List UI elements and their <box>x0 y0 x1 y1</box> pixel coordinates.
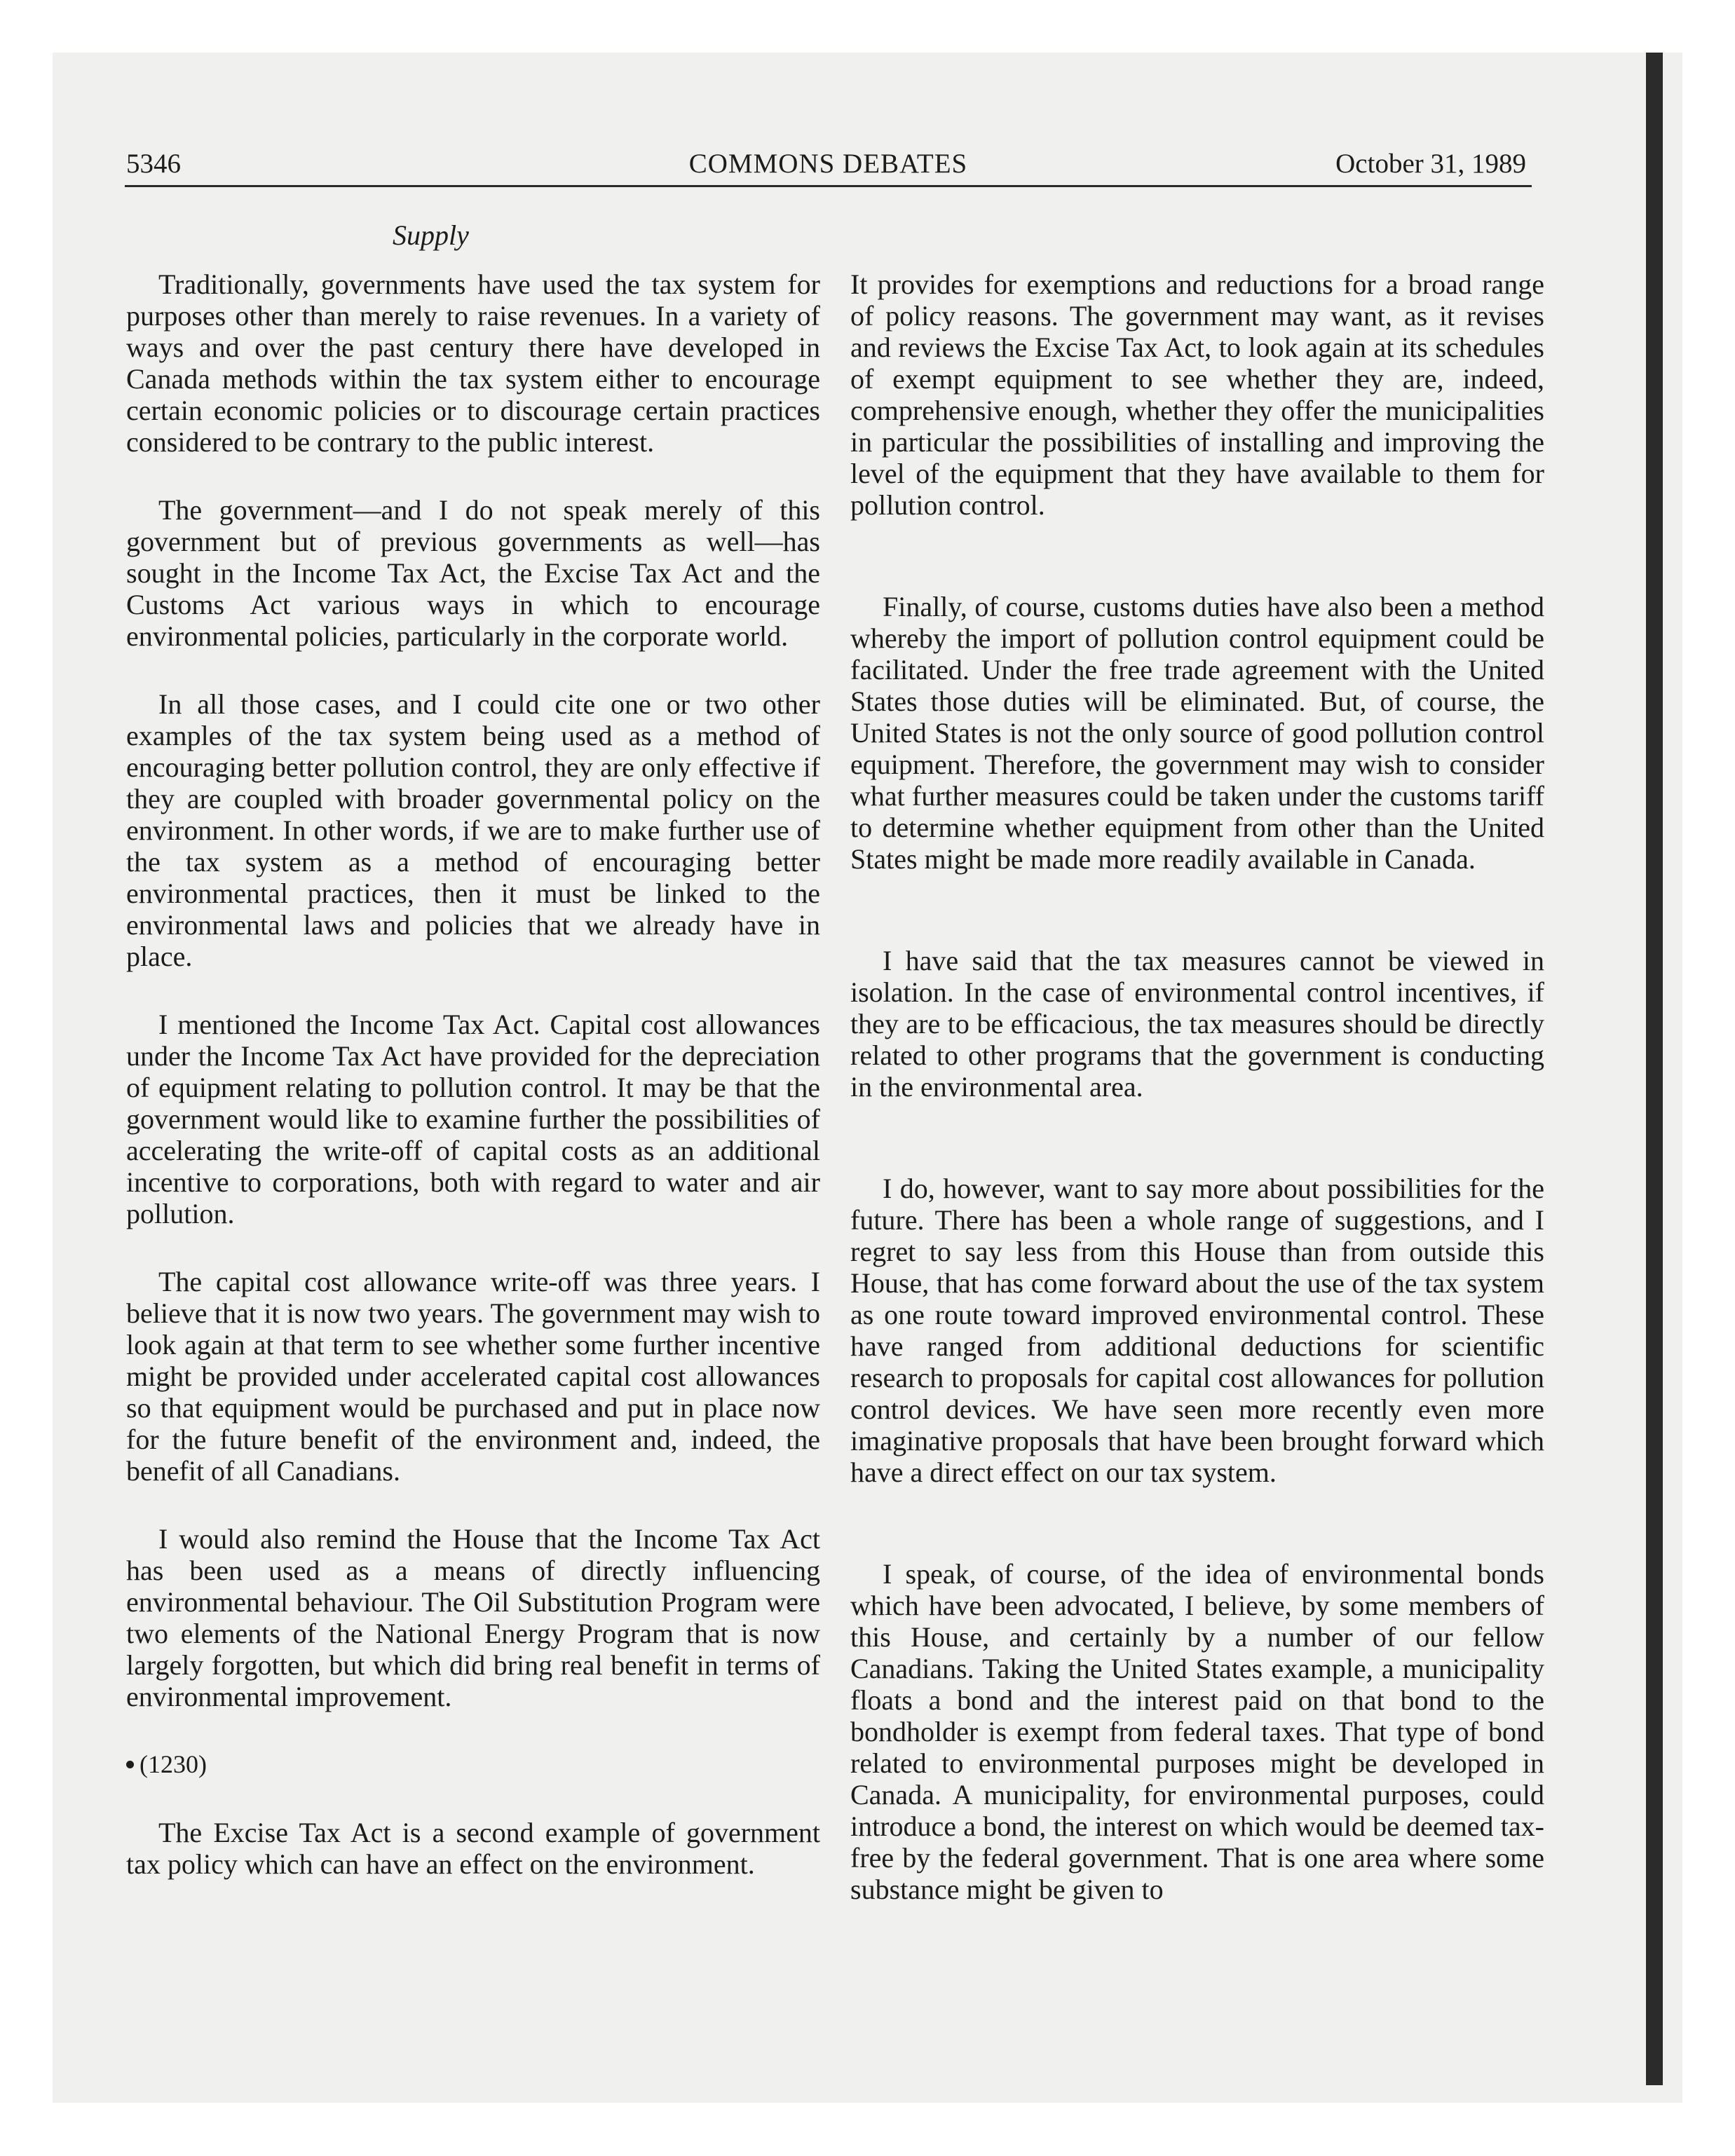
bullet-icon <box>126 1761 134 1768</box>
scan-edge-shadow <box>1646 53 1663 2085</box>
paragraph: I mentioned the Income Tax Act. Capital cost allowances under the Income Tax Act have provided for the depreciation of equipment relating to pollution control. It may be that the government would like to examine further the possibilities of accelerating the write-off of capital costs as an additional incentive to corporations, both with regard to water and air pollution. <box>126 1009 820 1229</box>
paragraph: The government—and I do not speak merely of this government but of previous governments as well—has sought in the Income Tax Act, the Excise Tax Act and the Customs Act various ways in which to encourage environmental policies, particularly in the corporate world. <box>126 494 820 652</box>
right-column <box>850 268 1544 1975</box>
section-title: Supply <box>393 219 469 251</box>
paragraph: I speak, of course, of the idea of environmental bonds which have been advocated, I believe, by some members of this House, and certainly by a number of our fellow Canadians. Taking the United States example, a municipality floats a bond and the interest paid on that bond to the bondholder is exempt from federal taxes. That type of bond related to environmental purposes might be developed in Canada. A municipality, for environmental purposes, could introduce a bond, the interest on which would be deemed tax-free by the federal government. That is one area where some substance might be given to <box>850 1558 1544 1905</box>
page-header <box>125 140 1532 187</box>
paragraph: Traditionally, governments have used the tax system for purposes other than merely to raise revenues. In a variety of ways and over the past century there have developed in Canada methods within the tax system either to encourage certain economic policies or to discourage certain practices considered to be contrary to the public interest. <box>126 268 820 458</box>
paragraph: I would also remind the House that the Income Tax Act has been used as a means of directly influencing environmental behaviour. The Oil Substitution Program were two elements of the National Energy Program that is now largely forgotten, but which did bring real benefit in terms of environmental improvement. <box>126 1523 820 1712</box>
page-number: 5346 <box>126 149 181 179</box>
time-marker <box>126 1749 820 1780</box>
left-column <box>126 268 820 1916</box>
journal-title: COMMONS DEBATES <box>688 149 968 179</box>
paragraph: The Excise Tax Act is a second example of government tax policy which can have an effect on the environment. <box>126 1817 820 1880</box>
paragraph: I have said that the tax measures cannot be viewed in isolation. In the case of environmental control incentives, if they are to be efficacious, the tax measures should be directly related to other programs that the government is conducting in the environmental area. <box>850 945 1544 1103</box>
page-date: October 31, 1989 <box>1335 149 1526 179</box>
paragraph: I do, however, want to say more about possibilities for the future. There has been a whole range of suggestions, and I regret to say less from this House than from outside this House, that has come forward about the use of the tax system as one route toward improved environmental control. These have ranged from additional deductions for scientific research to proposals for capital cost allowances for pollution control devices. We have seen more recently even more imaginative proposals that have been brought forward which have a direct effect on our tax system. <box>850 1173 1544 1488</box>
paragraph: Finally, of course, customs duties have also been a method whereby the import of pollution control equipment could be facilitated. Under the free trade agreement with the United States those duties will be eliminated. But, of course, the United States is not the only source of good pollution control equipment. Therefore, the government may wish to consider what further measures could be taken under the customs tariff to determine whether equipment from other than the United States might be made more readily available in Canada. <box>850 591 1544 875</box>
paragraph-continued: It provides for exemptions and reductions for a broad range of policy reasons. The government may want, as it revises and reviews the Excise Tax Act, to look again at its schedules of exempt equipment to see whether they are, indeed, comprehensive enough, whether they offer the municipalities in particular the possibilities of installing and improving the level of the equipment that they have available to them for pollution control. <box>850 268 1544 521</box>
paragraph: In all those cases, and I could cite one or two other examples of the tax system being used as a method of encouraging better pollution control, they are only effective if they are coupled with broader governmental policy on the environment. In other words, if we are to make further use of the tax system as a method of encouraging better environmental practices, then it must be linked to the environmental laws and policies that we already have in place. <box>126 688 820 972</box>
paragraph: The capital cost allowance write-off was three years. I believe that it is now two years. The government may wish to look again at that term to see whether some further incentive might be provided under accelerated capital cost allowances so that equipment would be purchased and put in place now for the future benefit of the environment and, indeed, the benefit of all Canadians. <box>126 1266 820 1487</box>
time-marker-text: (1230) <box>140 1750 207 1778</box>
